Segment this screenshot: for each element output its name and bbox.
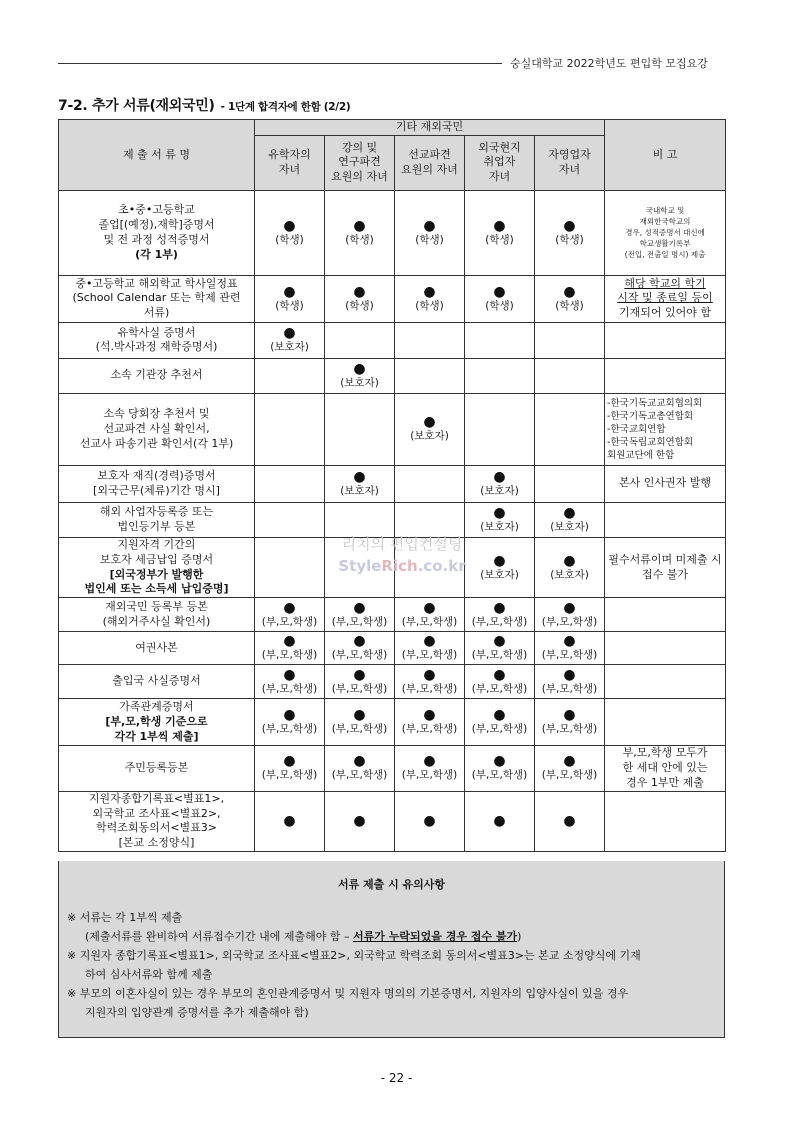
submitter-label: (학생) — [415, 233, 444, 246]
document-name-cell — [59, 275, 255, 322]
submitter-label: (보호자) — [270, 341, 309, 354]
table-row — [59, 699, 726, 746]
note-2: ※ 지원자 종합기록표<별표1>, 외국학교 조사표<별표2>, 외국학교 학력조회 동의서<별표3>는 본교 소정양식에 기재 — [67, 949, 641, 962]
requirement-cell — [325, 358, 395, 393]
header-col-line: 자영업자 — [548, 148, 591, 161]
document-name-line: (석.박사과정 재학증명서) — [95, 340, 218, 354]
required-dot-icon: ● — [423, 666, 436, 683]
header-rule — [58, 63, 502, 64]
table-row — [59, 190, 726, 275]
remarks-cell — [605, 190, 726, 275]
required-dot-icon: ● — [353, 283, 366, 300]
header-col-4 — [465, 135, 535, 190]
watermark-text: 리치의 편입컨설팅 — [341, 535, 463, 553]
requirement-cell — [325, 746, 395, 792]
requirement-cell — [255, 598, 325, 632]
header-col-line: 자녀 — [558, 162, 581, 176]
submitter-label: (학생) — [415, 299, 444, 312]
header-col-line: 선교파견 — [408, 148, 451, 161]
remarks-cell — [605, 791, 726, 851]
document-name-line: 외국학교 조사표<별표2>, — [92, 806, 221, 820]
requirement-cell — [535, 632, 605, 665]
documents-table — [58, 119, 726, 852]
document-name-cell — [59, 598, 255, 632]
submitter-label: (부,모,학생) — [541, 723, 598, 736]
remark-line: 접수 불가 — [642, 567, 689, 581]
submitter-label: (부,모,학생) — [541, 769, 598, 782]
section-title-text: 7-2. 추가 서류(재외국민) — [58, 98, 215, 114]
header-col-2 — [325, 135, 395, 190]
document-name-line: (각 1부) — [135, 247, 178, 261]
table-row — [59, 665, 726, 699]
requirement-cell — [395, 537, 465, 597]
submitter-label: (부,모,학생) — [471, 723, 528, 736]
remarks-cell — [605, 598, 726, 632]
remark-line: 경우, 성적증명서 대신에 — [625, 228, 705, 238]
document-name-line: 서류) — [143, 306, 170, 320]
required-dot-icon: ● — [563, 633, 576, 650]
header-group-other-overseas: 기타 재외국민 — [255, 120, 605, 136]
requirement-cell — [465, 393, 535, 465]
required-dot-icon: ● — [493, 633, 506, 650]
submitter-label: (부,모,학생) — [471, 615, 528, 628]
document-name-line: [본교 소정양식] — [118, 836, 195, 850]
requirement-cell — [465, 746, 535, 792]
note-3-cont: 지원자의 입양관계 증명서를 추가 제출해야 함) — [85, 1006, 309, 1019]
page-number: - 22 - — [380, 1071, 413, 1085]
requirement-cell — [325, 502, 395, 537]
document-name-cell — [59, 665, 255, 699]
submitter-label: (보호자) — [410, 430, 449, 443]
document-name-line: 유학사실 증명서 — [117, 325, 196, 339]
requirement-cell — [325, 190, 395, 275]
requirement-cell — [465, 537, 535, 597]
requirement-cell — [465, 358, 535, 393]
remarks-cell — [605, 632, 726, 665]
requirement-cell — [395, 275, 465, 322]
required-dot-icon: ● — [493, 707, 506, 724]
required-dot-icon: ● — [283, 217, 296, 234]
header-col-1 — [255, 135, 325, 190]
remark-line: 국내학교 및 — [645, 206, 685, 216]
requirement-cell — [465, 699, 535, 746]
document-name-line: [외국근무(체류)기간 명시] — [93, 483, 220, 497]
submitter-label: (부,모,학생) — [401, 615, 458, 628]
required-dot-icon: ● — [563, 753, 576, 770]
document-header-title: 숭실대학교 2022학년도 편입학 모집요강 — [510, 57, 708, 70]
document-name-cell — [59, 502, 255, 537]
document-name-cell — [59, 393, 255, 465]
requirement-cell — [465, 465, 535, 502]
document-name-line: [외국정부가 발행한 — [109, 567, 204, 581]
table-row — [59, 746, 726, 792]
required-dot-icon: ● — [423, 414, 436, 431]
submitter-label: (부,모,학생) — [261, 615, 318, 628]
submitter-label: (부,모,학생) — [261, 682, 318, 695]
required-dot-icon: ● — [283, 599, 296, 616]
submitter-label: (부,모,학생) — [541, 682, 598, 695]
requirement-cell — [395, 190, 465, 275]
requirement-cell — [255, 322, 325, 358]
required-dot-icon: ● — [563, 813, 576, 830]
required-dot-icon: ● — [493, 813, 506, 830]
remark-line: 해당 학교의 학기 — [624, 276, 706, 290]
remark-line: 재외한국학교의 — [639, 217, 691, 227]
requirement-cell — [535, 190, 605, 275]
remark-line: -한국교회연합 — [607, 423, 666, 435]
required-dot-icon: ● — [423, 217, 436, 234]
submitter-label: (보호자) — [340, 484, 379, 497]
document-name-line: 소속 기관장 추천서 — [110, 368, 203, 382]
requirement-cell — [255, 632, 325, 665]
requirement-cell — [465, 190, 535, 275]
requirement-cell — [535, 465, 605, 502]
document-name-cell — [59, 632, 255, 665]
submitter-label: (부,모,학생) — [401, 649, 458, 662]
submitter-label: (부,모,학생) — [471, 682, 528, 695]
requirement-cell — [465, 632, 535, 665]
requirement-cell — [325, 275, 395, 322]
submitter-label: (학생) — [275, 233, 304, 246]
submitter-label: (부,모,학생) — [331, 649, 388, 662]
remark-line: 학교생활기록부 — [639, 239, 691, 249]
requirement-cell — [255, 190, 325, 275]
required-dot-icon: ● — [353, 633, 366, 650]
requirement-cell — [325, 665, 395, 699]
remarks-cell — [605, 537, 726, 597]
remark-line: -한국독립교회연합회 — [607, 436, 694, 448]
requirement-cell — [465, 598, 535, 632]
required-dot-icon: ● — [563, 666, 576, 683]
document-name-cell — [59, 190, 255, 275]
submitter-label: (보호자) — [480, 484, 519, 497]
requirement-cell — [255, 791, 325, 851]
remarks-cell — [605, 322, 726, 358]
remarks-cell — [605, 358, 726, 393]
remarks-cell — [605, 502, 726, 537]
requirement-cell — [465, 322, 535, 358]
requirement-cell — [535, 537, 605, 597]
required-dot-icon: ● — [563, 504, 576, 521]
requirement-cell — [535, 746, 605, 792]
header-remarks: 비 고 — [605, 120, 726, 191]
document-name-line: [부,모,학생 기준으로 — [105, 714, 208, 728]
table-row — [59, 791, 726, 851]
required-dot-icon: ● — [563, 552, 576, 569]
required-dot-icon: ● — [353, 707, 366, 724]
submitter-label: (부,모,학생) — [261, 649, 318, 662]
requirement-cell — [255, 746, 325, 792]
required-dot-icon: ● — [423, 813, 436, 830]
document-name-line: 지원자격 기간의 — [117, 537, 196, 551]
submitter-label: (학생) — [275, 299, 304, 312]
header-col-5 — [535, 135, 605, 190]
document-name-cell — [59, 465, 255, 502]
remark-line: 한 세대 안에 있는 — [622, 761, 708, 775]
document-name-cell — [59, 746, 255, 792]
document-name-line: 선교사 파송기관 확인서(각 1부) — [79, 436, 234, 450]
required-dot-icon: ● — [423, 707, 436, 724]
requirement-cell — [395, 746, 465, 792]
submitter-label: (부,모,학생) — [331, 682, 388, 695]
requirement-cell — [535, 393, 605, 465]
header-col-line: 요원의 자녀 — [401, 162, 458, 176]
submitter-label: (부,모,학생) — [471, 649, 528, 662]
required-dot-icon: ● — [283, 325, 296, 342]
submitter-label: (부,모,학생) — [261, 769, 318, 782]
required-dot-icon: ● — [353, 813, 366, 830]
required-dot-icon: ● — [353, 599, 366, 616]
requirement-cell — [325, 791, 395, 851]
requirement-cell — [255, 665, 325, 699]
section-subtitle: - 1단계 합격자에 한함 (2/2) — [220, 101, 351, 113]
required-dot-icon: ● — [283, 813, 296, 830]
document-name-line: 지원자종합기록표<별표1>, — [88, 791, 225, 805]
requirement-cell — [325, 393, 395, 465]
requirement-cell — [395, 791, 465, 851]
remarks-cell — [605, 699, 726, 746]
submitter-label: (보호자) — [480, 568, 519, 581]
required-dot-icon: ● — [283, 633, 296, 650]
requirement-cell — [395, 465, 465, 502]
table-row — [59, 393, 726, 465]
document-name-line: 법인세 또는 소득세 납입증명] — [84, 582, 229, 596]
table-row — [59, 502, 726, 537]
required-dot-icon: ● — [493, 468, 506, 485]
required-dot-icon: ● — [493, 283, 506, 300]
required-dot-icon: ● — [493, 217, 506, 234]
required-dot-icon: ● — [423, 283, 436, 300]
header-col-line: 취업자 — [483, 155, 516, 169]
requirement-cell — [535, 275, 605, 322]
header-col-line: 자녀 — [278, 162, 301, 176]
document-name-line: 소속 당회장 추천서 및 — [103, 407, 210, 421]
requirement-cell — [325, 465, 395, 502]
required-dot-icon: ● — [563, 707, 576, 724]
submitter-label: (부,모,학생) — [541, 649, 598, 662]
required-dot-icon: ● — [493, 666, 506, 683]
notes-title: 서류 제출 시 유의사항 — [337, 878, 446, 891]
note-1-detail-post: ) — [517, 930, 522, 943]
table-row — [59, 322, 726, 358]
requirement-cell — [465, 502, 535, 537]
watermark-brand-a: Style — [338, 557, 382, 575]
submitter-label: (부,모,학생) — [331, 615, 388, 628]
required-dot-icon: ● — [493, 599, 506, 616]
header-col-3 — [395, 135, 465, 190]
requirement-cell — [395, 699, 465, 746]
submitter-label: (보호자) — [550, 568, 589, 581]
submitter-label: (학생) — [345, 299, 374, 312]
submitter-label: (부,모,학생) — [471, 769, 528, 782]
document-name-line: 보호자 세금납입 증명서 — [99, 552, 214, 566]
note-1-detail-emphasis: 서류가 누락되었을 경우 접수 불가 — [353, 930, 518, 943]
required-dot-icon: ● — [353, 666, 366, 683]
submitter-label: (부,모,학생) — [331, 769, 388, 782]
watermark-brand-c: .co.kr — [417, 557, 466, 575]
remark-line: -한국기독교총연합회 — [607, 410, 694, 422]
remarks-cell — [605, 746, 726, 792]
submitter-label: (학생) — [345, 233, 374, 246]
remark-line: -한국기독교교회협의회 — [607, 397, 703, 409]
requirement-cell — [395, 502, 465, 537]
requirement-cell — [535, 665, 605, 699]
header-col-line: 유학자의 — [268, 148, 311, 161]
required-dot-icon: ● — [493, 504, 506, 521]
requirement-cell — [535, 791, 605, 851]
document-name-line: 출입국 사실증명서 — [112, 674, 201, 688]
header-col-line: 요원의 자녀 — [331, 170, 388, 184]
requirement-cell — [255, 537, 325, 597]
requirement-cell — [465, 275, 535, 322]
required-dot-icon: ● — [563, 599, 576, 616]
remark-line: 시작 및 종료일 등이 — [617, 291, 713, 305]
required-dot-icon: ● — [493, 753, 506, 770]
submitter-label: (부,모,학생) — [541, 615, 598, 628]
header-col-line: 강의 및 — [341, 140, 378, 154]
document-name-line: 재외국민 등록부 등본 — [105, 599, 208, 613]
required-dot-icon: ● — [423, 599, 436, 616]
document-name-line: 해외 사업자등록증 또는 — [99, 505, 214, 518]
submitter-label: (학생) — [555, 233, 584, 246]
document-name-cell — [59, 537, 255, 597]
requirement-cell — [255, 699, 325, 746]
requirement-cell — [395, 598, 465, 632]
document-name-line: (School Calendar 또는 학제 관련 — [72, 291, 241, 305]
document-name-line: 선교파견 사실 확인서, — [103, 421, 210, 435]
remark-line: 경우 1부만 제출 — [626, 775, 704, 789]
submitter-label: (부,모,학생) — [401, 769, 458, 782]
document-name-line: 보호자 재직(경력)증명서 — [97, 469, 216, 482]
required-dot-icon: ● — [493, 552, 506, 569]
requirement-cell — [395, 665, 465, 699]
document-name-line: 가족관계증명서 — [119, 699, 194, 713]
header-document-name: 제 출 서 류 명 — [59, 120, 255, 191]
document-name-cell — [59, 791, 255, 851]
submitter-label: (보호자) — [480, 520, 519, 533]
document-name-line: 졸업[(예정),재학]증명서 — [98, 218, 215, 231]
watermark-brand-b: Rich — [381, 557, 418, 575]
requirement-cell — [535, 322, 605, 358]
required-dot-icon: ● — [283, 666, 296, 683]
document-name-line: 초•중•고등학교 — [118, 203, 195, 217]
remark-line: 본사 인사권자 발행 — [619, 476, 712, 490]
document-name-line: 및 전 과정 성적증명서 — [103, 232, 210, 246]
submission-notes-box — [58, 861, 725, 1038]
requirement-cell — [465, 791, 535, 851]
requirement-cell — [255, 275, 325, 322]
document-name-line: 학력조회동의서<별표3> — [95, 821, 218, 835]
requirement-cell — [325, 537, 395, 597]
remark-line: 부,모,학생 모두가 — [622, 746, 708, 760]
submitter-label: (부,모,학생) — [331, 723, 388, 736]
table-row — [59, 632, 726, 665]
required-dot-icon: ● — [353, 753, 366, 770]
note-1: ※ 서류는 각 1부씩 제출 — [67, 911, 183, 924]
required-dot-icon: ● — [283, 753, 296, 770]
requirement-cell — [255, 502, 325, 537]
submitter-label: (보호자) — [550, 520, 589, 533]
document-name-cell — [59, 699, 255, 746]
submitter-label: (학생) — [485, 299, 514, 312]
document-name-line: 여권사본 — [135, 640, 178, 654]
document-name-line: 주민등록등본 — [124, 761, 189, 775]
submitter-label: (학생) — [485, 233, 514, 246]
remark-line: 회원교단에 한함 — [607, 449, 675, 461]
table-row — [59, 537, 726, 597]
submitter-label: (보호자) — [340, 376, 379, 389]
table-row — [59, 598, 726, 632]
required-dot-icon: ● — [423, 753, 436, 770]
submitter-label: (부,모,학생) — [401, 682, 458, 695]
required-dot-icon: ● — [283, 283, 296, 300]
requirement-cell — [325, 632, 395, 665]
requirement-cell — [395, 322, 465, 358]
requirement-cell — [535, 699, 605, 746]
remarks-cell — [605, 393, 726, 465]
required-dot-icon: ● — [283, 707, 296, 724]
requirement-cell — [395, 632, 465, 665]
section-title — [58, 95, 350, 115]
required-dot-icon: ● — [423, 633, 436, 650]
table-row — [59, 465, 726, 502]
requirement-cell — [255, 465, 325, 502]
remarks-cell — [605, 665, 726, 699]
required-dot-icon: ● — [353, 468, 366, 485]
document-name-line: (해외거주사실 확인서) — [102, 614, 211, 628]
required-dot-icon: ● — [353, 217, 366, 234]
document-name-cell — [59, 358, 255, 393]
requirement-cell — [325, 699, 395, 746]
requirement-cell — [535, 358, 605, 393]
table-row — [59, 358, 726, 393]
requirement-cell — [255, 358, 325, 393]
required-dot-icon: ● — [353, 360, 366, 377]
requirement-cell — [395, 358, 465, 393]
submitter-label: (부,모,학생) — [401, 723, 458, 736]
remark-line: (전입, 전출일 명시) 제출 — [624, 250, 706, 260]
requirement-cell — [325, 322, 395, 358]
remark-line: 기재되어 있어야 함 — [619, 306, 712, 320]
requirement-cell — [395, 393, 465, 465]
requirement-cell — [255, 393, 325, 465]
table-row — [59, 275, 726, 322]
document-name-cell — [59, 322, 255, 358]
document-name-line: 각각 1부씩 제출] — [114, 729, 199, 743]
note-1-detail — [59, 927, 724, 946]
required-dot-icon: ● — [563, 217, 576, 234]
required-dot-icon: ● — [563, 283, 576, 300]
submitter-label: (학생) — [555, 299, 584, 312]
document-name-line: 법인등기부 등본 — [117, 519, 196, 533]
note-3: ※ 부모의 이혼사실이 있는 경우 부모의 혼인관계증명서 및 지원자 명의의 기본증명서, 지원자의 입양사실이 있을 경우 — [67, 987, 629, 1000]
note-1-detail-pre: (제출서류를 완비하여 서류접수기간 내에 제출해야 함 – — [85, 930, 354, 943]
requirement-cell — [325, 598, 395, 632]
header-col-line: 연구파견 — [338, 155, 381, 169]
document-name-line: 중•고등학교 해외학교 학사일정표 — [75, 276, 238, 290]
remarks-cell — [605, 275, 726, 322]
requirement-cell — [465, 665, 535, 699]
remarks-cell — [605, 465, 726, 502]
header-col-line: 외국현지 — [478, 140, 521, 154]
requirement-cell — [535, 502, 605, 537]
submitter-label: (부,모,학생) — [261, 723, 318, 736]
note-2-cont: 하여 심사서류와 함께 제출 — [85, 968, 213, 981]
remark-line: 필수서류이며 미제출 시 — [608, 552, 722, 566]
requirement-cell — [535, 598, 605, 632]
header-col-line: 자녀 — [488, 170, 511, 184]
